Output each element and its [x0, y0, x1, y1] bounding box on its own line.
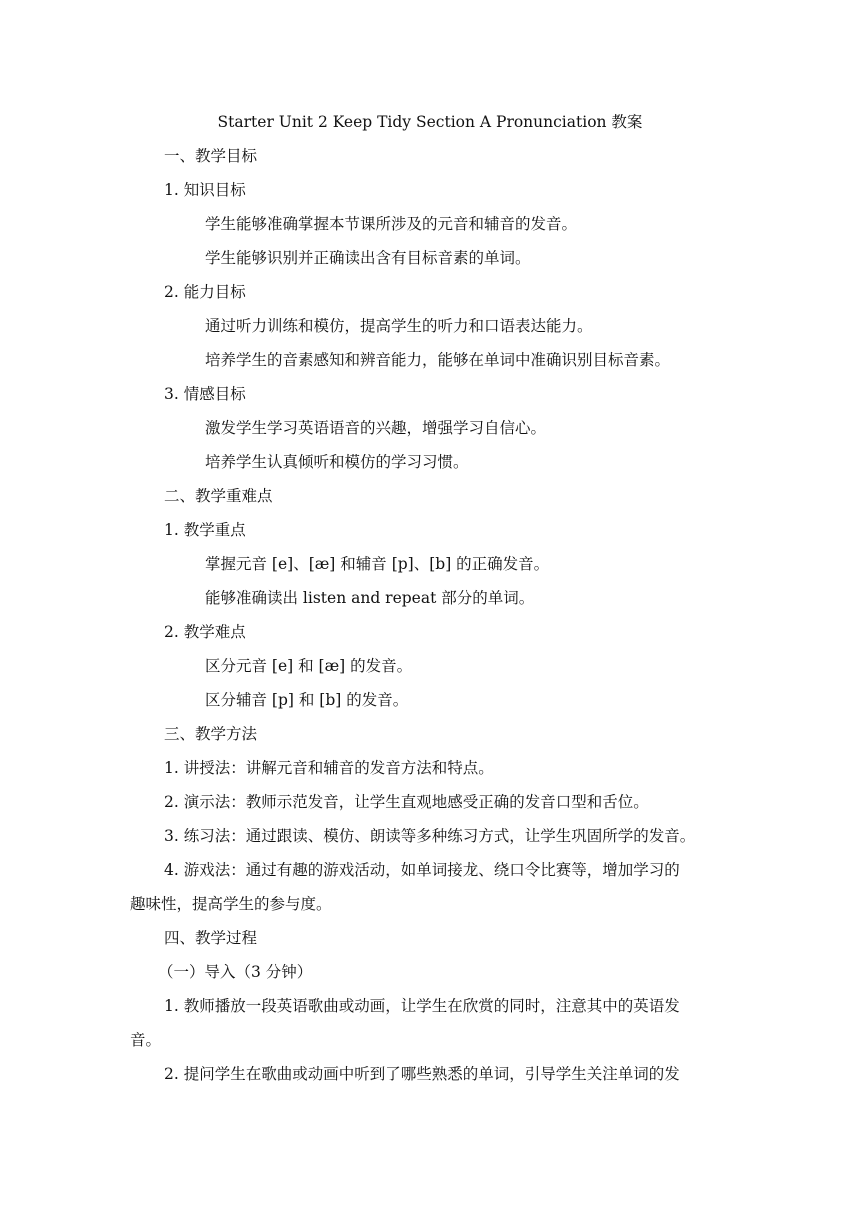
- subsection-heading: 1. 知识目标: [164, 181, 246, 199]
- paragraph-line: 激发学生学习英语语音的兴趣，增强学习自信心。: [205, 419, 547, 437]
- section-heading: 二、教学重难点: [164, 487, 273, 505]
- section-heading: 三、教学方法: [164, 725, 258, 743]
- paragraph-line: 区分辅音 [p] 和 [b] 的发音。: [205, 691, 409, 709]
- paragraph-line: 3. 练习法：通过跟读、模仿、朗读等多种练习方式，让学生巩固所学的发音。: [164, 827, 696, 845]
- subsection-heading: 2. 教学难点: [164, 623, 246, 641]
- paragraph-line: 2. 演示法：教师示范发音，让学生直观地感受正确的发音口型和舌位。: [164, 793, 649, 811]
- paragraph-line: 4. 游戏法：通过有趣的游戏活动，如单词接龙、绕口令比赛等，增加学习的: [164, 861, 680, 879]
- subsection-heading: 1. 教学重点: [164, 521, 246, 539]
- paragraph-line: 培养学生的音素感知和辨音能力，能够在单词中准确识别目标音素。: [205, 351, 671, 369]
- paragraph-line: 2. 提问学生在歌曲或动画中听到了哪些熟悉的单词，引导学生关注单词的发: [164, 1065, 680, 1083]
- paragraph-line: 学生能够准确掌握本节课所涉及的元音和辅音的发音。: [205, 215, 578, 233]
- paragraph-line: 1. 讲授法：讲解元音和辅音的发音方法和特点。: [164, 759, 494, 777]
- paragraph-line: 能够准确读出 listen and repeat 部分的单词。: [205, 589, 535, 607]
- document-title: Starter Unit 2 Keep Tidy Section A Pronunciation 教案: [217, 113, 643, 131]
- paragraph-line: 通过听力训练和模仿，提高学生的听力和口语表达能力。: [205, 317, 593, 335]
- subsection-heading: 2. 能力目标: [164, 283, 246, 301]
- paragraph-line: 区分元音 [e] 和 [æ] 的发音。: [205, 657, 413, 675]
- paragraph-line: 掌握元音 [e]、[æ] 和辅音 [p]、[b] 的正确发音。: [205, 555, 550, 573]
- paragraph-line: 学生能够识别并正确读出含有目标音素的单词。: [205, 249, 531, 267]
- paragraph-line: 趣味性，提高学生的参与度。: [130, 895, 332, 913]
- subsection-heading: （一）导入（3 分钟）: [158, 963, 313, 981]
- paragraph-line: 培养学生认真倾听和模仿的学习习惯。: [205, 453, 469, 471]
- section-heading: 四、教学过程: [164, 929, 258, 947]
- paragraph-line: 1. 教师播放一段英语歌曲或动画，让学生在欣赏的同时，注意其中的英语发: [164, 997, 680, 1015]
- subsection-heading: 3. 情感目标: [164, 385, 246, 403]
- paragraph-line: 音。: [130, 1031, 162, 1049]
- section-heading: 一、教学目标: [164, 147, 258, 165]
